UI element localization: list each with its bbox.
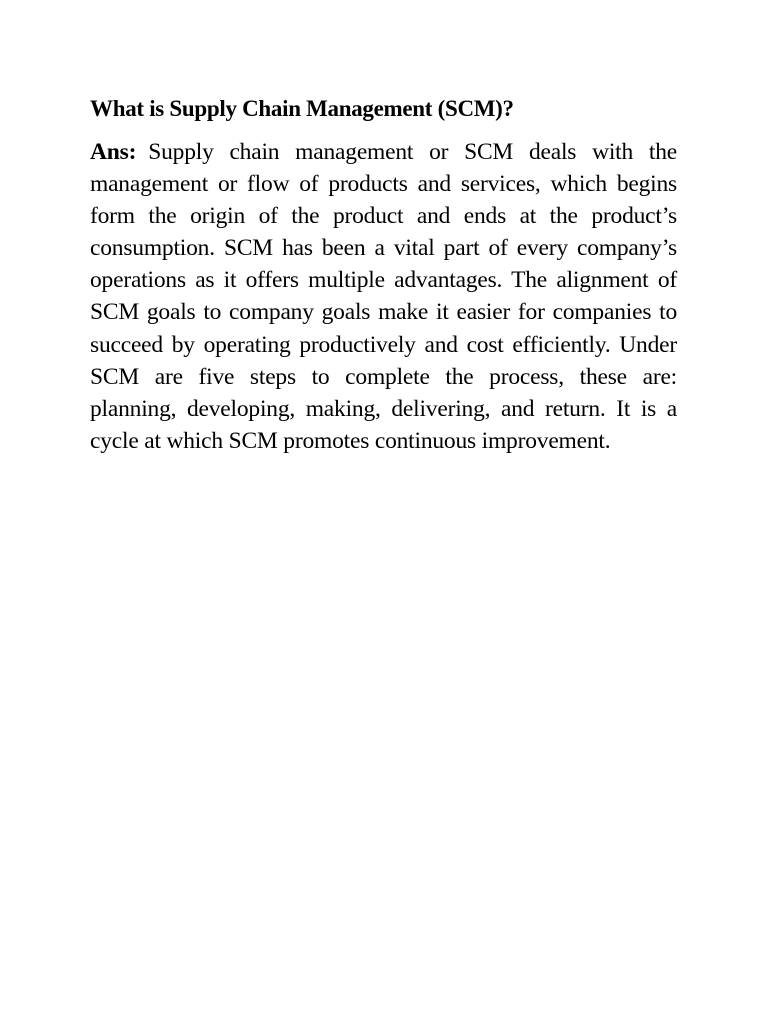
answer-text: Supply chain management or SCM deals with the management or flow of products and services, which begins form the origin of the product and ends at the product’s consumption. SCM has been a vital part of every company’s operations as it offers multiple advantages. The alignment of SCM goals to company goals make it easier for companies to succeed by operating productively and cost efficiently. Under SCM are five steps to complete the process, these are: planning, developing, making, delivering, and return. It is a cycle at which SCM promotes continuous improvement. — [90, 139, 677, 454]
answer-paragraph — [90, 136, 677, 457]
answer-label: Ans: — [90, 139, 137, 165]
question-heading: What is Supply Chain Management (SCM)? — [90, 96, 514, 121]
